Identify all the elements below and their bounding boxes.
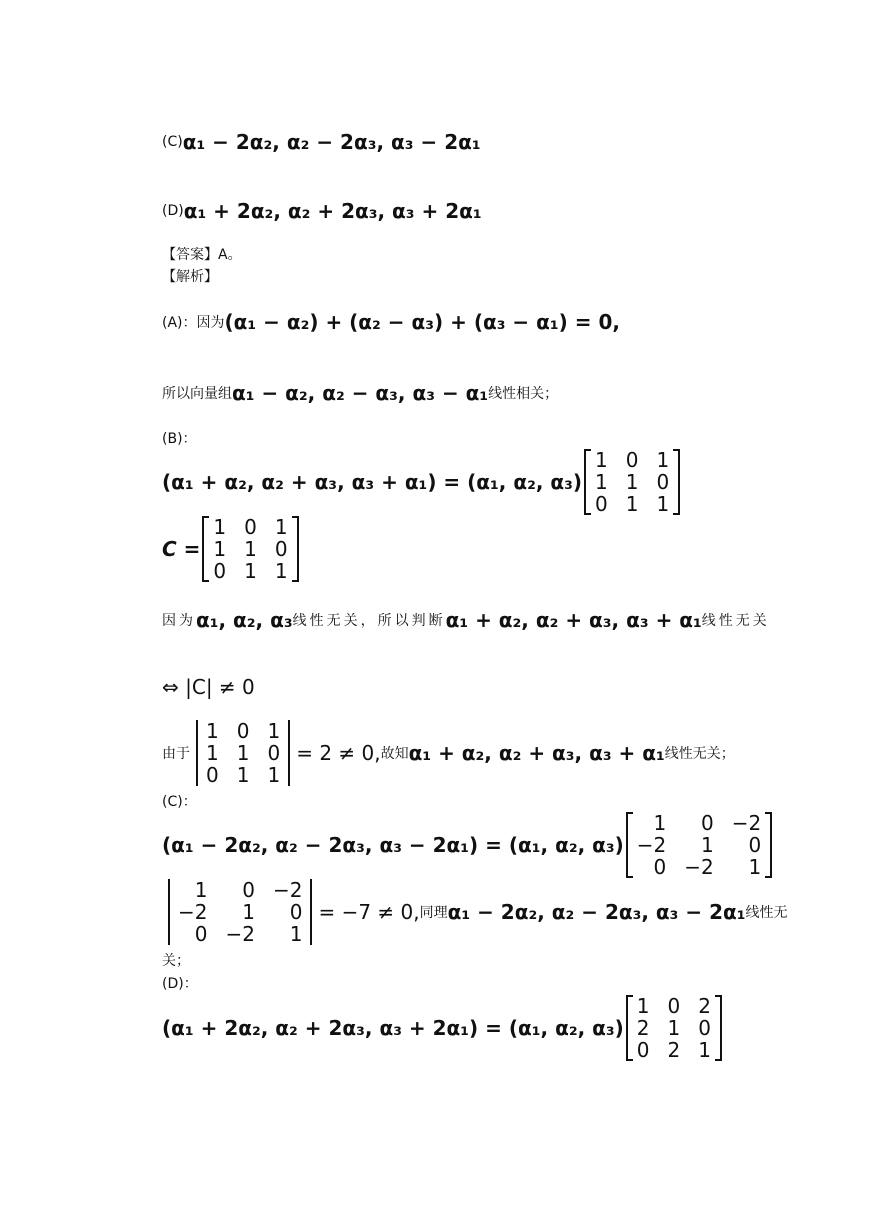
matrix-b-entry: 0	[595, 492, 608, 516]
part-c-same-reason: 同理	[419, 905, 448, 921]
analysis-label: 【解析】	[162, 269, 218, 285]
part-c-determinant	[164, 879, 316, 945]
matrix-b-entry: 0	[625, 448, 639, 472]
matrix-c-entry: 1	[244, 537, 257, 561]
matrix-c-entry: 1	[274, 559, 288, 583]
matrix-b-entry: 1	[595, 470, 608, 494]
det-b-entry: 1	[236, 741, 250, 765]
part-d-equation	[162, 995, 724, 1061]
part-b-lhs: (α₁ + α₂, α₂ + α₃, α₃ + α₁) = (α₁, α₂, α₃)	[162, 470, 583, 494]
part-a-line	[162, 310, 620, 334]
option-d-label: (D)	[162, 203, 184, 219]
det-c-entry: 0	[242, 878, 255, 902]
option-c-label: (C)	[162, 134, 183, 150]
part-c-expr: α₁ − 2α₂, α₂ − 2α₃, α₃ − 2α₁	[447, 900, 746, 924]
matrix-d-entry: 0	[636, 1038, 650, 1062]
part-b-equation	[162, 449, 682, 515]
matrix-c-entry: 0	[244, 515, 257, 539]
det-b-entry: 1	[267, 763, 281, 787]
option-c	[162, 130, 481, 154]
part-b-so-tail: 线性无关；	[664, 746, 735, 762]
matrix-b-entry: 1	[625, 492, 639, 516]
part-b-det-value: = 2 ≠ 0,	[296, 741, 381, 765]
det-c-entry: 1	[194, 878, 208, 902]
c-matrix	[202, 516, 298, 582]
det-b-entry: 1	[206, 719, 219, 743]
matrix-d-entry: 0	[698, 1016, 711, 1040]
answer-label: 【答案】A。	[162, 247, 242, 263]
det-b-entry: 0	[267, 741, 281, 765]
option-d	[162, 199, 482, 223]
part-b-reason-expr: α₁ + α₂, α₂ + α₃, α₃ + α₁	[445, 608, 702, 632]
part-a-lead: (A)：因为	[162, 315, 225, 331]
part-d-matrix	[626, 995, 722, 1061]
det-c-entry: 1	[242, 900, 255, 924]
matrix-c2-entry: 1	[701, 833, 714, 857]
c-def-label: C =	[162, 537, 201, 561]
det-c-entry: −2	[225, 922, 255, 946]
part-c-equation	[162, 812, 774, 878]
matrix-c2-entry: −2	[636, 833, 667, 857]
part-b-matrix	[584, 449, 680, 515]
matrix-b-entry: 1	[656, 492, 670, 516]
matrix-d-entry: 2	[636, 1016, 650, 1040]
part-a-conclusion-expr: α₁ − α₂, α₂ − α₃, α₃ − α₁	[232, 381, 489, 405]
matrix-b-entry: 1	[625, 470, 639, 494]
part-b-since: 由于	[162, 746, 190, 762]
part-d-label: (D)：	[162, 976, 198, 992]
part-b-reason-lead: 因为	[162, 613, 196, 629]
part-c-tail1: 线性无	[745, 905, 788, 921]
matrix-b-entry: 1	[595, 448, 608, 472]
det-c-entry: −2	[178, 900, 208, 924]
matrix-c-entry: 0	[213, 559, 227, 583]
c-definition	[162, 516, 301, 582]
part-a-conclusion	[162, 381, 558, 405]
matrix-c-entry: 1	[213, 537, 227, 561]
det-c-entry: 0	[194, 922, 208, 946]
matrix-d-entry: 1	[636, 994, 650, 1018]
det-b-entry: 0	[236, 719, 250, 743]
det-b-entry: 1	[236, 763, 250, 787]
part-c-matrix	[626, 812, 772, 878]
matrix-b-entry: 1	[656, 448, 670, 472]
part-c-label: (C)：	[162, 794, 197, 810]
option-d-expr: α₁ + 2α₂, α₂ + 2α₃, α₃ + 2α₁	[183, 199, 482, 223]
matrix-c2-entry: 1	[748, 855, 762, 879]
part-a-conclusion-lead: 所以向量组	[162, 386, 232, 402]
matrix-d-entry: 0	[667, 994, 681, 1018]
option-c-expr: α₁ − 2α₂, α₂ − 2α₃, α₃ − 2α₁	[182, 130, 481, 154]
part-c-tail2: 关；	[162, 953, 190, 969]
matrix-c-entry: 1	[244, 559, 257, 583]
part-c-det-line	[162, 879, 788, 945]
matrix-c2-entry: 0	[653, 855, 667, 879]
part-b-label: (B)：	[162, 431, 197, 447]
part-a-conclusion-tail: 线性相关；	[488, 386, 559, 402]
matrix-c-entry: 1	[213, 515, 227, 539]
matrix-c-entry: 1	[274, 515, 288, 539]
part-c-lhs: (α₁ − 2α₂, α₂ − 2α₃, α₃ − 2α₁) = (α₁, α₂, α₃)	[162, 833, 624, 857]
det-c-entry: 1	[289, 922, 303, 946]
matrix-b-entry: 0	[656, 470, 670, 494]
matrix-c2-entry: 0	[748, 833, 762, 857]
part-b-reason-tail: 线性无关	[701, 613, 770, 629]
matrix-d-entry: 2	[667, 1038, 681, 1062]
part-b-so-expr: α₁ + α₂, α₂ + α₃, α₃ + α₁	[408, 741, 665, 765]
equivalence: ⇔ |C| ≠ 0	[162, 675, 255, 699]
det-b-entry: 1	[267, 719, 281, 743]
matrix-d-entry: 1	[698, 1038, 711, 1062]
part-b-reason	[162, 608, 770, 632]
matrix-c2-entry: 0	[701, 811, 714, 835]
matrix-c2-entry: 1	[653, 811, 667, 835]
part-b-reason-vecs: α₁, α₂, α₃	[196, 608, 293, 632]
matrix-c2-entry: −2	[731, 811, 762, 835]
part-d-lhs: (α₁ + 2α₂, α₂ + 2α₃, α₃ + 2α₁) = (α₁, α₂, α₃)	[162, 1016, 624, 1040]
matrix-c2-entry: −2	[684, 855, 714, 879]
part-b-determinant	[192, 720, 294, 786]
det-b-entry: 1	[206, 741, 219, 765]
det-c-entry: 0	[289, 900, 303, 924]
part-b-reason-mid: 线性无关，所以判断	[292, 613, 446, 629]
part-c-det-value: = −7 ≠ 0,	[318, 900, 420, 924]
part-b-so-know: 故知	[380, 746, 409, 762]
det-b-entry: 0	[206, 763, 219, 787]
part-a-expr: (α₁ − α₂) + (α₂ − α₃) + (α₃ − α₁) = 0,	[224, 310, 620, 334]
part-b-det-line	[162, 720, 735, 786]
matrix-c-entry: 0	[274, 537, 288, 561]
det-c-entry: −2	[272, 878, 303, 902]
matrix-d-entry: 2	[698, 994, 711, 1018]
matrix-d-entry: 1	[667, 1016, 681, 1040]
